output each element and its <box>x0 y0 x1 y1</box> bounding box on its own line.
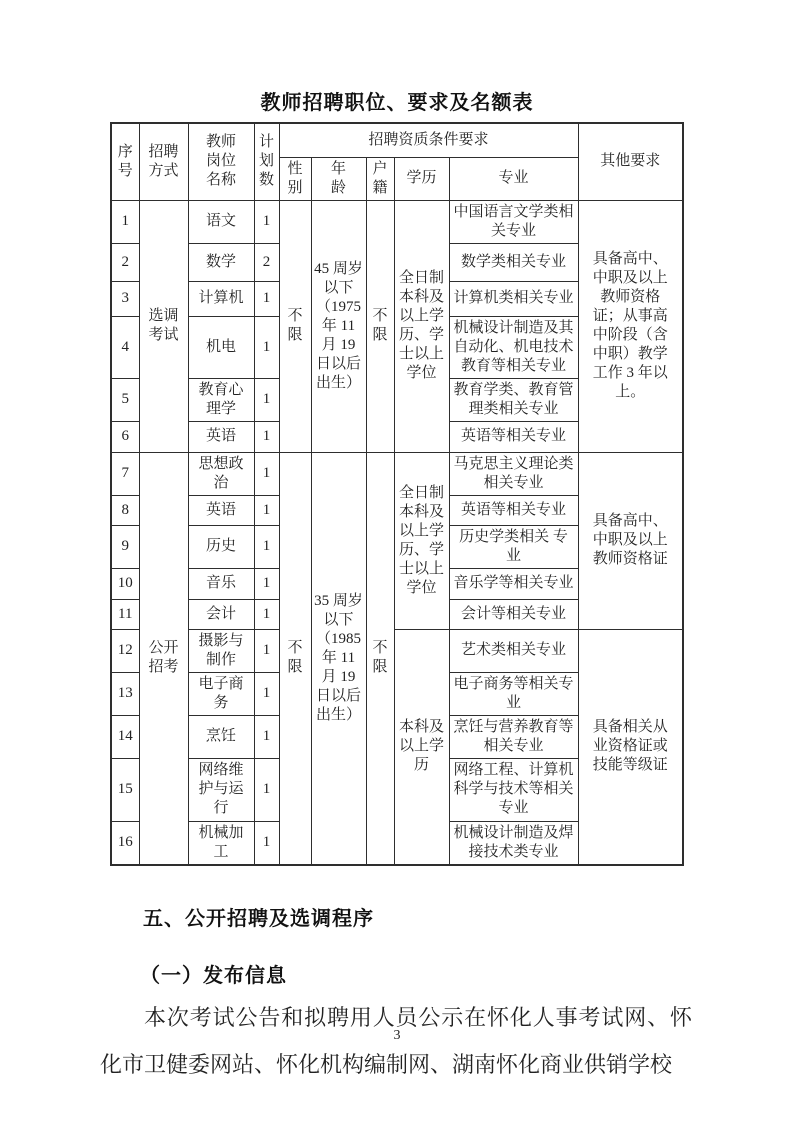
cell-major: 电子商务等相关专业 <box>449 672 578 715</box>
cell-gender-group1: 不限 <box>279 200 311 452</box>
cell-no: 3 <box>111 281 139 316</box>
cell-no: 13 <box>111 672 139 715</box>
cell-count: 1 <box>254 715 279 758</box>
cell-residence-group2: 不限 <box>366 452 394 865</box>
header-cell-method: 招聘方式 <box>139 123 188 200</box>
cell-count: 1 <box>254 568 279 599</box>
cell-major: 艺术类相关专业 <box>449 629 578 672</box>
cell-count: 1 <box>254 599 279 629</box>
table-row <box>111 629 683 672</box>
cell-no: 10 <box>111 568 139 599</box>
cell-major: 计算机类相关专业 <box>449 281 578 316</box>
cell-post: 机电 <box>188 316 254 378</box>
cell-major: 中国语言文学类相关专业 <box>449 200 578 243</box>
cell-post: 英语 <box>188 421 254 452</box>
cell-major: 英语等相关专业 <box>449 495 578 525</box>
cell-post: 数学 <box>188 243 254 281</box>
cell-post: 英语 <box>188 495 254 525</box>
header-row-1 <box>111 123 683 157</box>
header-cell-other: 其他要求 <box>578 123 683 200</box>
cell-post: 音乐 <box>188 568 254 599</box>
section-heading: 五、公开招聘及选调程序 <box>143 907 374 930</box>
cell-post: 网络维护与运行 <box>188 758 254 821</box>
cell-major: 会计等相关专业 <box>449 599 578 629</box>
cell-count: 1 <box>254 378 279 421</box>
cell-post: 会计 <box>188 599 254 629</box>
cell-no: 2 <box>111 243 139 281</box>
cell-major: 音乐学等相关专业 <box>449 568 578 599</box>
cell-major: 历史学类相关 专业 <box>449 525 578 568</box>
cell-age-group1: 45 周岁以下（1975 年 11 月 19 日以后出生） <box>311 200 366 452</box>
cell-count: 1 <box>254 672 279 715</box>
cell-method-group2: 公开招考 <box>139 452 188 865</box>
cell-post: 语文 <box>188 200 254 243</box>
header-cell-count: 计划数 <box>254 123 279 200</box>
cell-post: 机械加工 <box>188 821 254 865</box>
cell-post: 教育心理学 <box>188 378 254 421</box>
cell-no: 15 <box>111 758 139 821</box>
header-cell-gender: 性别 <box>279 157 311 200</box>
cell-post: 计算机 <box>188 281 254 316</box>
cell-post: 摄影与制作 <box>188 629 254 672</box>
cell-no: 5 <box>111 378 139 421</box>
cell-other-group2-sub2: 具备相关从业资格证或技能等级证 <box>578 629 683 865</box>
cell-count: 2 <box>254 243 279 281</box>
cell-major: 网络工程、计算机科学与技术等相关专业 <box>449 758 578 821</box>
section-subheading: （一）发布信息 <box>140 964 287 987</box>
header-cell-residence: 户籍 <box>366 157 394 200</box>
cell-education-group2-sub2: 本科及以上学历 <box>394 629 449 865</box>
header-cell-age: 年龄 <box>311 157 366 200</box>
recruitment-table <box>110 122 684 866</box>
cell-count: 1 <box>254 281 279 316</box>
cell-no: 9 <box>111 525 139 568</box>
cell-major: 英语等相关专业 <box>449 421 578 452</box>
cell-major: 烹饪与营养教育等相关专业 <box>449 715 578 758</box>
cell-count: 1 <box>254 758 279 821</box>
header-cell-education: 学历 <box>394 157 449 200</box>
cell-count: 1 <box>254 629 279 672</box>
cell-age-group2: 35 周岁以下（1985 年 11 月 19 日以后出生） <box>311 452 366 865</box>
recruitment-table-wrapper <box>110 122 794 866</box>
cell-no: 12 <box>111 629 139 672</box>
page-number: 3 <box>393 1028 401 1043</box>
cell-post: 历史 <box>188 525 254 568</box>
cell-major: 数学类相关专业 <box>449 243 578 281</box>
cell-post: 烹饪 <box>188 715 254 758</box>
cell-count: 1 <box>254 525 279 568</box>
header-cell-major: 专业 <box>449 157 578 200</box>
cell-gender-group2: 不限 <box>279 452 311 865</box>
header-cell-no: 序号 <box>111 123 139 200</box>
cell-no: 14 <box>111 715 139 758</box>
cell-major: 机械设计制造及焊接技术类专业 <box>449 821 578 865</box>
table-title: 教师招聘职位、要求及名额表 <box>260 92 534 114</box>
cell-residence-group1: 不限 <box>366 200 394 452</box>
cell-count: 1 <box>254 421 279 452</box>
cell-education-group2-sub1: 全日制本科及以上学历、学士以上学位 <box>394 452 449 629</box>
header-cell-post: 教师岗位名称 <box>188 123 254 200</box>
cell-major: 机械设计制造及其自动化、机电技术教育等相关专业 <box>449 316 578 378</box>
table-row <box>111 200 683 243</box>
cell-method-group1: 选调考试 <box>139 200 188 452</box>
cell-no: 7 <box>111 452 139 495</box>
cell-no: 6 <box>111 421 139 452</box>
cell-education-group1: 全日制本科及以上学历、学士以上学位 <box>394 200 449 452</box>
body-paragraph: 本次考试公告和拟聘用人员公示在怀化人事考试网、怀化市卫健委网站、怀化机构编制网、湖南怀化商业供销学校 <box>100 1004 692 1077</box>
header-cell-qualification: 招聘资质条件要求 <box>279 123 578 157</box>
cell-count: 1 <box>254 495 279 525</box>
cell-post: 电子商务 <box>188 672 254 715</box>
table-row <box>111 452 683 495</box>
cell-other-group2-sub1: 具备高中、中职及以上教师资格证 <box>578 452 683 629</box>
cell-count: 1 <box>254 452 279 495</box>
cell-count: 1 <box>254 200 279 243</box>
cell-no: 11 <box>111 599 139 629</box>
cell-major: 马克思主义理论类相关专业 <box>449 452 578 495</box>
cell-no: 8 <box>111 495 139 525</box>
cell-other-group1: 具备高中、中职及以上教师资格证；从事高中阶段（含中职）教学工作 3 年以上。 <box>578 200 683 452</box>
cell-no: 4 <box>111 316 139 378</box>
cell-major: 教育学类、教育管理类相关专业 <box>449 378 578 421</box>
cell-no: 16 <box>111 821 139 865</box>
cell-post: 思想政治 <box>188 452 254 495</box>
cell-count: 1 <box>254 821 279 865</box>
cell-count: 1 <box>254 316 279 378</box>
cell-no: 1 <box>111 200 139 243</box>
